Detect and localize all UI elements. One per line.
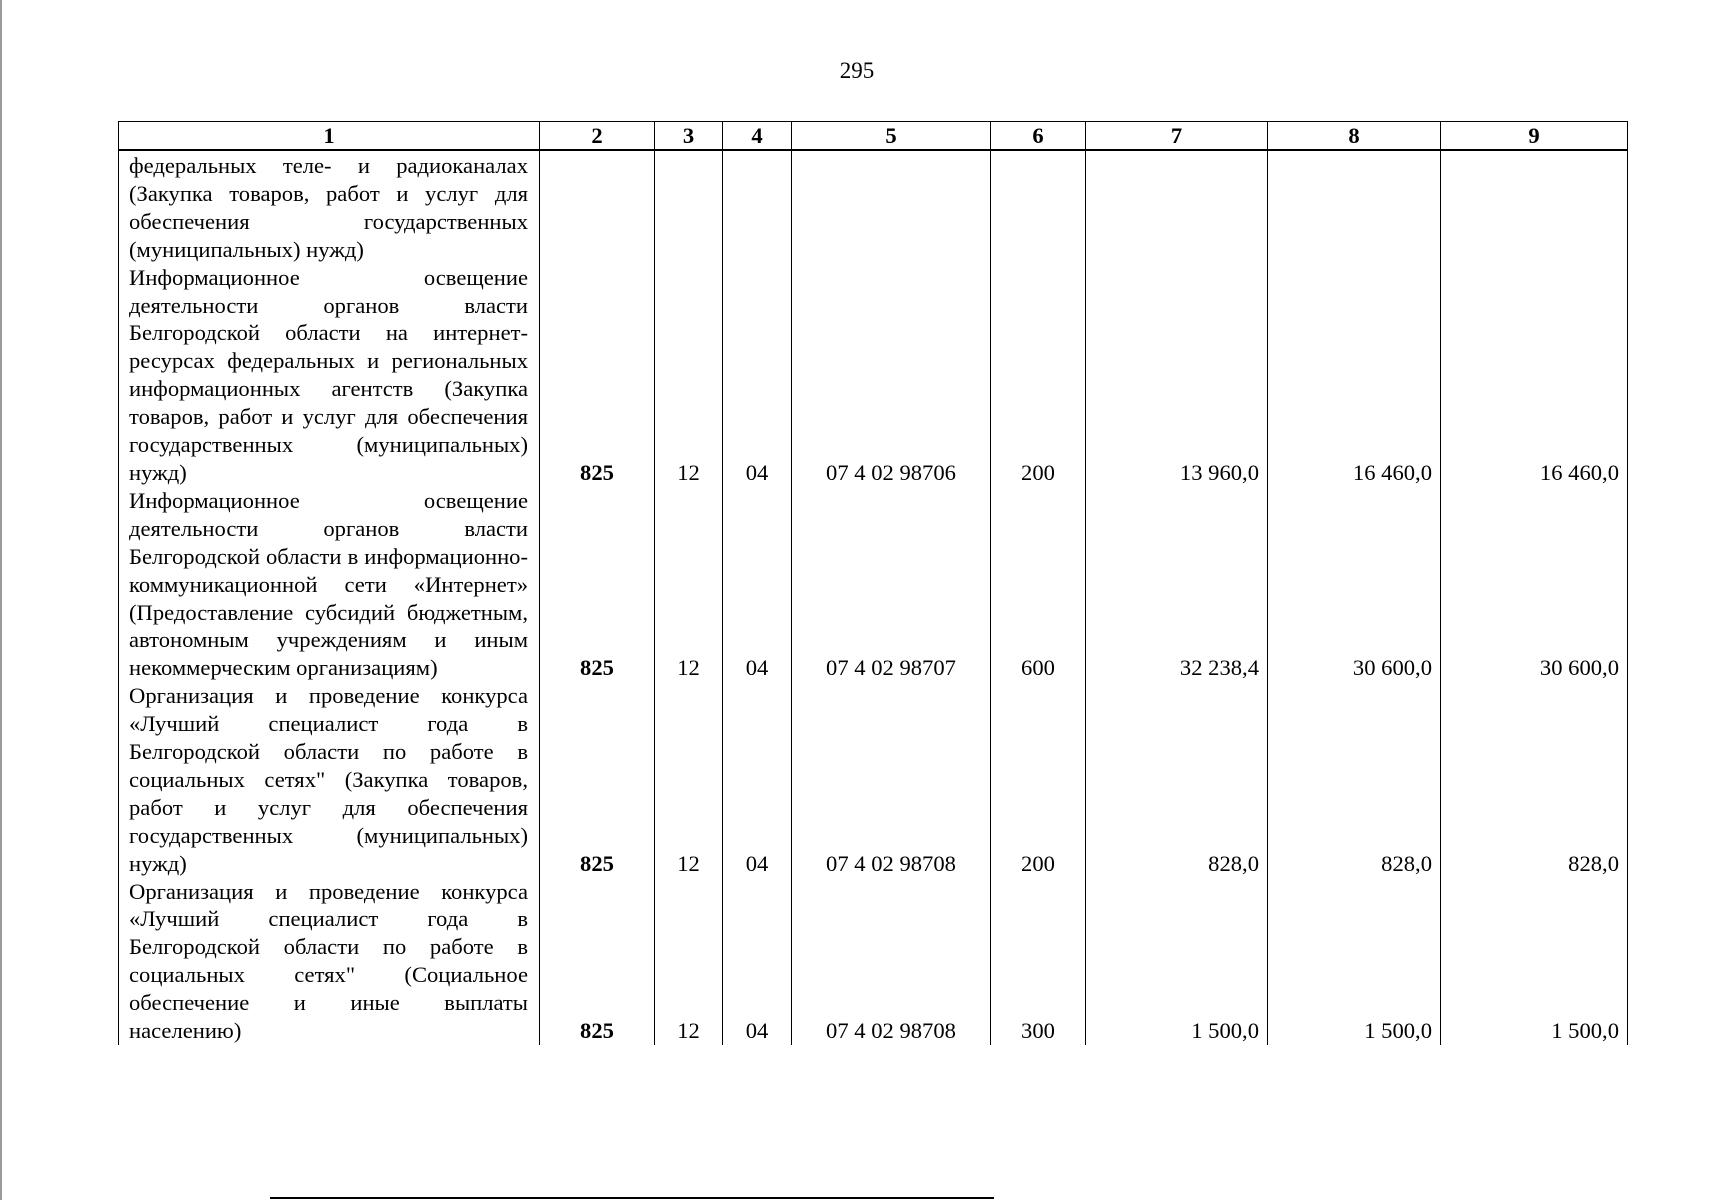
cell-col5 (792, 150, 991, 264)
row-description: Организация и проведение конкурса «Лучший специалист года в Белгородской области по работе в социальных сетях" (Закупка товаров, работ и услуг для обеспечения государственных (муниципальных) нужд) (119, 682, 540, 877)
budget-table (118, 121, 1628, 1045)
cell-col7 (1086, 150, 1268, 264)
cell-col2: 825 (540, 878, 655, 1045)
cell-col9: 16 460,0 (1441, 264, 1628, 487)
cell-col4: 04 (723, 487, 792, 682)
page-number: 295 (839, 58, 875, 83)
column-header-3: 3 (655, 122, 723, 151)
column-header-8: 8 (1268, 122, 1441, 151)
column-header-4: 4 (723, 122, 792, 151)
row-description: федеральных теле- и радиоканалах (Закупка товаров, работ и услуг для обеспечения государственных (муниципальных) нужд) (119, 150, 540, 264)
cell-col8: 30 600,0 (1268, 487, 1441, 682)
cell-col2: 825 (540, 487, 655, 682)
cell-col2 (540, 150, 655, 264)
cell-col2: 825 (540, 264, 655, 487)
cell-col3: 12 (655, 487, 723, 682)
cell-col9: 1 500,0 (1441, 878, 1628, 1045)
cell-col8: 1 500,0 (1268, 878, 1441, 1045)
cell-col6: 200 (991, 264, 1086, 487)
table-row (119, 487, 1628, 682)
cell-col7: 828,0 (1086, 682, 1268, 877)
cell-col4: 04 (723, 878, 792, 1045)
cell-col7: 1 500,0 (1086, 878, 1268, 1045)
cell-col5: 07 4 02 98708 (792, 878, 991, 1045)
cell-col3: 12 (655, 682, 723, 877)
cell-col4: 04 (723, 264, 792, 487)
cell-col3: 12 (655, 878, 723, 1045)
table-row (119, 878, 1628, 1045)
table-row (119, 264, 1628, 487)
column-header-5: 5 (792, 122, 991, 151)
table-row (119, 150, 1628, 264)
cell-col8: 828,0 (1268, 682, 1441, 877)
cell-col9 (1441, 150, 1628, 264)
cell-col5: 07 4 02 98706 (792, 264, 991, 487)
cell-col8: 16 460,0 (1268, 264, 1441, 487)
column-header-9: 9 (1441, 122, 1628, 151)
cell-col9: 30 600,0 (1441, 487, 1628, 682)
cell-col8 (1268, 150, 1441, 264)
cell-col6 (991, 150, 1086, 264)
cell-col5: 07 4 02 98708 (792, 682, 991, 877)
cell-col9: 828,0 (1441, 682, 1628, 877)
row-description: Организация и проведение конкурса «Лучший специалист года в Белгородской области по работе в социальных сетях" (Социальное обеспечение и иные выплаты населению) (119, 878, 540, 1045)
cell-col4: 04 (723, 682, 792, 877)
column-header-2: 2 (540, 122, 655, 151)
footer-rule (270, 1197, 994, 1199)
cell-col6: 200 (991, 682, 1086, 877)
cell-col5: 07 4 02 98707 (792, 487, 991, 682)
cell-col4 (723, 150, 792, 264)
cell-col2: 825 (540, 682, 655, 877)
cell-col7: 32 238,4 (1086, 487, 1268, 682)
table-header-row (119, 122, 1628, 151)
cell-col7: 13 960,0 (1086, 264, 1268, 487)
cell-col6: 300 (991, 878, 1086, 1045)
scan-left-edge (0, 0, 2, 1200)
cell-col3 (655, 150, 723, 264)
row-description: Информационное освещение деятельности органов власти Белгородской области в информационно-коммуникационной сети «Интернет» (Предоставление субсидий бюджетным, автономным учреждениям и иным некоммерческим организациям) (119, 487, 540, 682)
cell-col3: 12 (655, 264, 723, 487)
row-description: Информационное освещение деятельности органов власти Белгородской области на интернет-ресурсах федеральных и региональных информационных агентств (Закупка товаров, работ и услуг для обеспечения государственных (муниципальных) нужд) (119, 264, 540, 487)
column-header-7: 7 (1086, 122, 1268, 151)
column-header-6: 6 (991, 122, 1086, 151)
table-row (119, 682, 1628, 877)
cell-col6: 600 (991, 487, 1086, 682)
column-header-1: 1 (119, 122, 540, 151)
